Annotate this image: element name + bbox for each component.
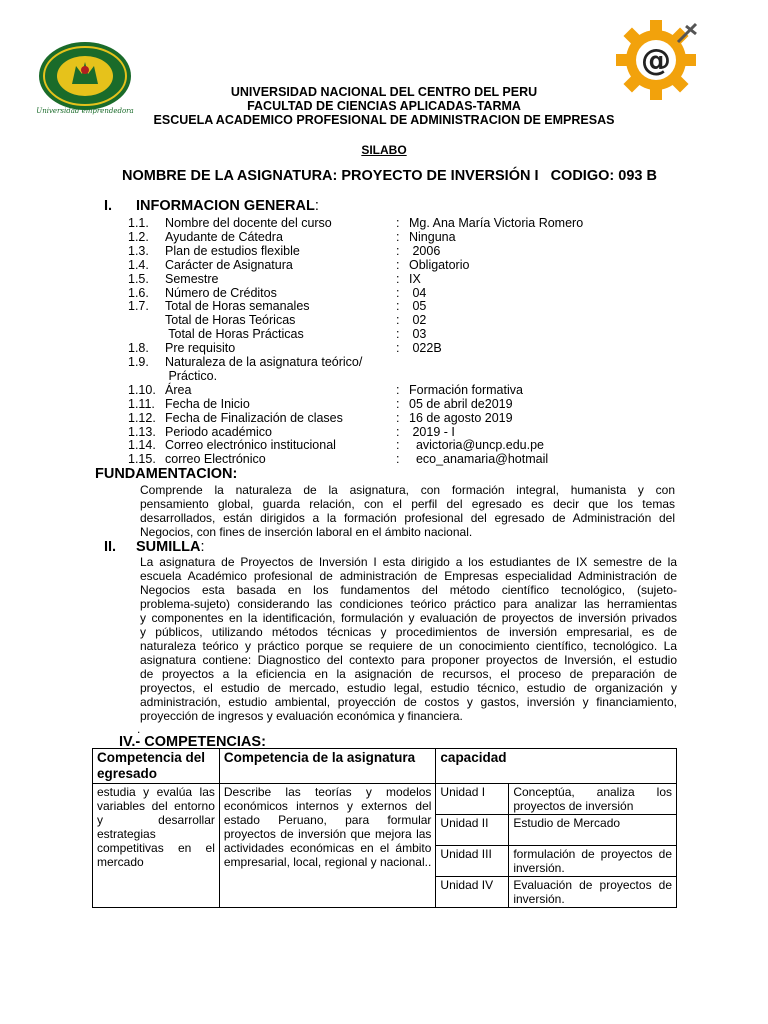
section-title: SUMILLA: — [136, 539, 205, 555]
cell-asignatura: Describe las teorías y modelos económicos internos y externos del estado Peruano, para formular proyectos de inversión que mejora las actividades económicas en el ámbito empresarial, local, regional y nacional.. — [219, 784, 436, 908]
info-row — [0, 452, 768, 466]
svg-text:@: @ — [641, 43, 671, 78]
info-row-number: 1.1. — [128, 216, 149, 230]
cell-capacidad: formulación de proyectos de inversión. — [509, 846, 677, 877]
header-egresado: Competencia del egresado — [93, 749, 220, 784]
info-row — [0, 272, 768, 286]
info-row — [0, 341, 768, 355]
info-row-number: 1.5. — [128, 271, 149, 286]
cell-unit: Unidad II — [436, 815, 509, 846]
info-row-value: Formación formativa — [409, 382, 523, 397]
info-row-separator: : — [396, 396, 400, 411]
text-line: Negocios, con fines de inserción laboral en el ámbito nacional. — [140, 525, 473, 539]
competencias-table — [92, 748, 677, 908]
info-row-number: 1.7. — [128, 299, 149, 314]
info-row-number: 1.10. — [128, 382, 156, 397]
info-row-number: 1.12. — [128, 410, 156, 425]
cell-unit: Unidad I — [436, 784, 509, 815]
sumilla-text — [140, 555, 677, 723]
info-row-value: 16 de agosto 2019 — [409, 410, 513, 425]
info-row-separator: : — [396, 382, 400, 397]
info-row-separator: : — [396, 313, 400, 328]
course-title: NOMBRE DE LA ASIGNATURA: PROYECTO DE INVERSIÓN I CODIGO: 093 B — [122, 168, 657, 184]
info-row-label: Total de Horas Teóricas — [165, 313, 296, 328]
info-row-number: 1.8. — [128, 341, 149, 356]
header-asignatura: Competencia de la asignatura — [219, 749, 436, 784]
fundamentacion-text — [140, 483, 675, 539]
text-line: Comprende la naturaleza de la asignatura, con formación integral, humanista y con — [140, 483, 675, 497]
info-row — [0, 397, 768, 411]
info-row-value: Mg. Ana María Victoria Romero — [409, 216, 584, 230]
text-line: proyección de ingresos y evaluación económica y financiera. — [140, 709, 463, 723]
info-row-value: avictoria@uncp.edu.pe — [409, 438, 544, 453]
section-number: II. — [104, 539, 117, 555]
info-row-value: 03 — [409, 327, 427, 342]
info-row-label: Correo electrónico institucional — [165, 438, 336, 453]
info-row-label: Práctico. — [165, 368, 218, 383]
info-row-label: Periodo académico — [165, 424, 273, 439]
section-number: I. — [104, 198, 113, 214]
text-line: desarrollados, están dirigidos a la formación profesional del egresado de Administración del — [140, 511, 675, 525]
info-row-label: Total de Horas Prácticas — [165, 327, 304, 342]
info-row — [0, 438, 768, 452]
text-line: Negocios esta basada en los fundamentos del método científico tecnológico, (sujeto- — [140, 583, 677, 597]
cell-unit: Unidad IV — [436, 877, 509, 908]
info-row-separator: : — [396, 299, 400, 314]
info-row-number: 1.15. — [128, 452, 156, 467]
info-row-label: Fecha de Inicio — [165, 396, 250, 411]
info-row — [0, 258, 768, 272]
text-line: pensamiento global, guarda relación, con el perfil del egresado es decir que los temas — [140, 497, 675, 511]
info-row-label: Naturaleza de la asignatura teórico/ — [165, 355, 363, 369]
info-row-separator: : — [396, 327, 400, 342]
info-row-number: 1.14. — [128, 438, 156, 453]
university-name: UNIVERSIDAD NACIONAL DEL CENTRO DEL PERU — [230, 85, 538, 99]
document-title: SILABO — [361, 143, 407, 157]
text-line: La asignatura de Proyectos de Inversión I esta dirigido a los estudiantes de IX semestre de la — [140, 555, 677, 569]
section-title: INFORMACION GENERAL: — [136, 198, 319, 214]
info-row-value: IX — [409, 271, 421, 286]
info-row-separator: : — [396, 341, 400, 356]
info-row — [0, 216, 768, 230]
info-row-value: 02 — [409, 313, 427, 328]
info-row-value: eco_anamaria@hotmail — [409, 452, 549, 467]
text-line: y componentes en la identificación, formulación y evaluación de proyectos de inversión privados — [140, 611, 677, 625]
info-row-label: Fecha de Finalización de clases — [165, 410, 343, 425]
section-general-info-heading — [104, 198, 504, 216]
info-row — [0, 369, 768, 383]
info-row-label: Pre requisito — [165, 341, 236, 356]
info-row-label: Ayudante de Cátedra — [165, 229, 283, 244]
info-row — [0, 327, 768, 341]
faculty-name: FACULTAD DE CIENCIAS APLICADAS-TARMA — [247, 99, 521, 113]
info-row — [0, 244, 768, 258]
info-row-separator: : — [396, 452, 400, 467]
info-row-value: 05 de abril de2019 — [409, 396, 513, 411]
cell-capacidad: Evaluación de proyectos de inversión. — [509, 877, 677, 908]
table-header-row — [93, 749, 677, 784]
info-row-label: Carácter de Asignatura — [165, 257, 293, 272]
text-line: administración, estudio ambiental, proyección de costos y gastos, inversión y financiamiento, — [140, 695, 677, 709]
competencias-heading: IV.- COMPETENCIAS: — [119, 734, 266, 750]
info-row-value: 04 — [409, 285, 427, 300]
header-capacidad: capacidad — [436, 749, 677, 784]
info-row-separator: : — [396, 410, 400, 425]
info-row-separator: : — [396, 257, 400, 272]
text-line: y públicos, utilizando métodos técnicas y procedimientos de inversión empresarial, es de — [140, 625, 677, 639]
info-row-separator: : — [396, 271, 400, 286]
text-line: naturaleza teórico y práctico porque se requiere de un conocimiento científico, tecnológico. La — [140, 639, 677, 653]
cell-egresado: estudia y evalúa las variables del entorno y desarrollar estrategias competitivas en el mercado — [93, 784, 220, 908]
table-row — [93, 784, 677, 815]
info-row — [0, 230, 768, 244]
cell-unit: Unidad III — [436, 846, 509, 877]
info-row-label: Número de Créditos — [165, 285, 277, 300]
info-row-label: Total de Horas semanales — [165, 299, 310, 314]
text-line: de proyectos a la eficiencia en la asignación de recursos, el proceso de preparación de — [140, 667, 677, 681]
info-row — [0, 313, 768, 327]
text-line: escuela Académico profesional de administración de Empresas especialidad Administración de — [140, 569, 677, 583]
cell-capacidad: Conceptúa, analiza los proyectos de inversión — [509, 784, 677, 815]
info-row-value: 2006 — [409, 243, 441, 258]
info-row-label: Plan de estudios flexible — [165, 243, 300, 258]
info-row-number: 1.9. — [128, 355, 149, 369]
info-row-number: 1.3. — [128, 243, 149, 258]
info-row-value: 05 — [409, 299, 427, 314]
info-row-separator: : — [396, 285, 400, 300]
info-row-number: 1.11. — [128, 396, 155, 411]
info-row — [0, 355, 768, 369]
info-row — [0, 411, 768, 425]
info-row-value: 2019 - I — [409, 424, 455, 439]
info-row-value: 022B — [409, 341, 442, 356]
cell-capacidad: Estudio de Mercado — [509, 815, 677, 846]
info-row-separator: : — [396, 438, 400, 453]
info-row-number: 1.13. — [128, 424, 156, 439]
info-row — [0, 299, 768, 313]
text-line: problema-sujeto) considerando las condiciones teórico práctico para analizar las herramientas — [140, 597, 677, 611]
info-row-label: correo Electrónico — [165, 452, 266, 467]
info-row-number: 1.4. — [128, 257, 149, 272]
info-row-label: Área — [165, 382, 192, 397]
info-row-separator: : — [396, 243, 400, 258]
info-row-value: Ninguna — [409, 229, 456, 244]
text-line: asignatura contiene: Diagnostico del contexto para proponer proyectos de Inversión, el estudio — [140, 653, 677, 667]
info-row-label: Semestre — [165, 271, 219, 286]
info-row-value: Obligatorio — [409, 257, 470, 272]
info-row-label: Nombre del docente del curso — [165, 216, 332, 230]
info-row-separator: : — [396, 229, 400, 244]
info-row — [0, 425, 768, 439]
info-row-separator: : — [396, 216, 400, 230]
school-name: ESCUELA ACADEMICO PROFESIONAL DE ADMINISTRACION DE EMPRESAS — [153, 113, 615, 127]
info-row-number: 1.2. — [128, 229, 149, 244]
info-row-separator: : — [396, 424, 400, 439]
fundamentacion-heading: FUNDAMENTACION: — [95, 466, 238, 482]
trailing-dot: . — [137, 722, 141, 736]
info-row — [0, 286, 768, 300]
text-line: proyectos, el estudio de mercado, estudio legal, estudio técnico, estudio de organización y — [140, 681, 677, 695]
svg-text:Universidad emprendedora: Universidad emprendedora — [36, 107, 134, 115]
info-row — [0, 383, 768, 397]
info-row-number: 1.6. — [128, 285, 149, 300]
